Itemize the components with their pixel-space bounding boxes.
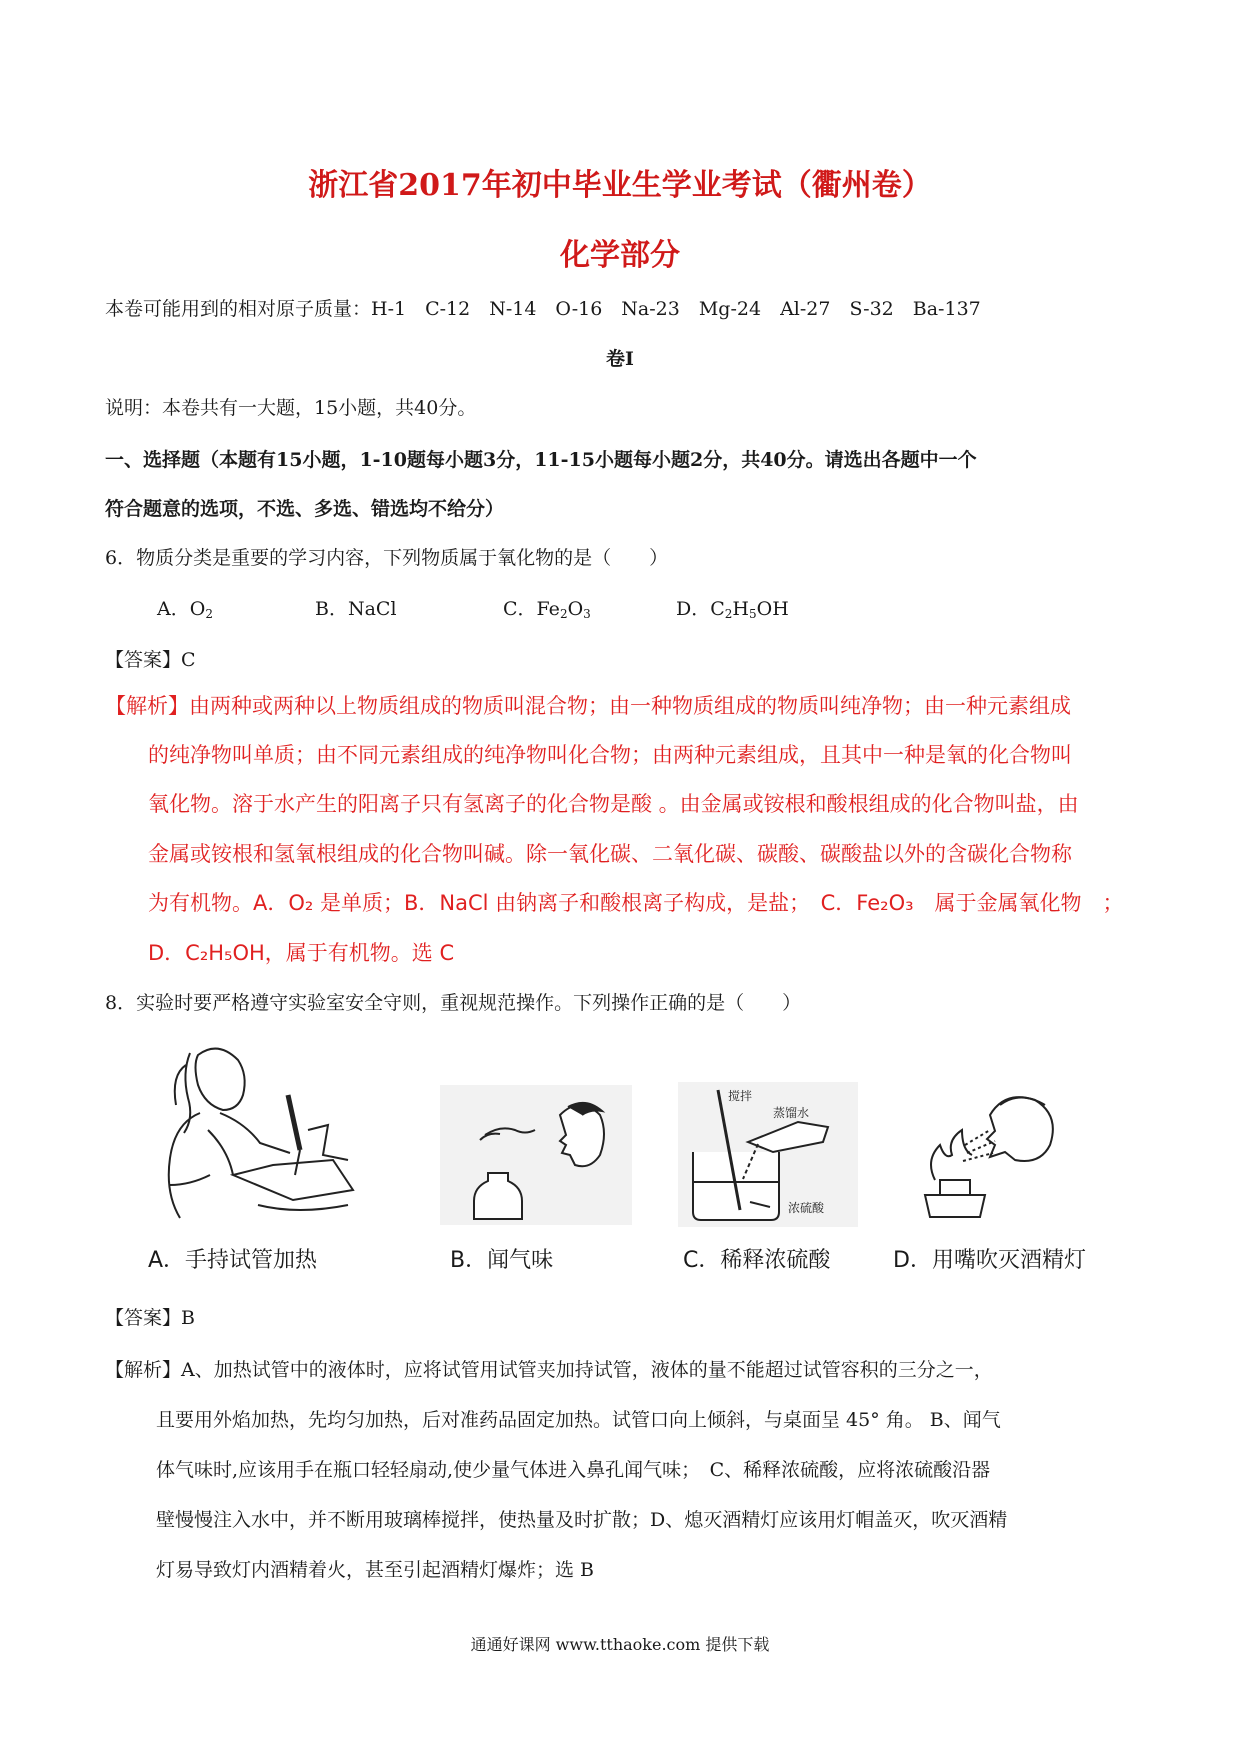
q6-analysis-line-5: 为有机物。A．O₂ 是单质；B．NaCl 由钠离子和酸根离子构成，是盐； C．Fe₂O₃ 属于金属氧化物 ； [148, 891, 1124, 915]
figure-a-heating-test-tube [138, 1035, 383, 1230]
q8-answer: 【答案】B [105, 1307, 195, 1329]
q8-analysis-line-2: 且要用外焰加热，先均匀加热，后对准药品固定加热。试管口向上倾斜，与桌面呈 45° 角。 B、闻气 [156, 1409, 1001, 1431]
figure-c-diluting-acid [678, 1082, 858, 1227]
q6-analysis-line-1: 【解析】由两种或两种以上物质组成的物质叫混合物；由一种物质组成的物质叫纯净物；由一种元素组成 [105, 694, 1071, 718]
fig-c-label-stir: 搅拌 [728, 1089, 753, 1103]
figure-c-caption: C．稀释浓硫酸 [683, 1248, 831, 1273]
figure-a-caption: A．手持试管加热 [148, 1248, 318, 1273]
page-footer: 通通好课网 www.tthaoke.com 提供下载 [470, 1635, 770, 1654]
q8-stem: 8．实验时要严格遵守实验室安全守则，重视规范操作。下列操作正确的是（ ） [105, 992, 802, 1014]
q6-option-c: C．$Fe_2O_3$ [503, 598, 591, 621]
page-subtitle: 化学部分 [560, 238, 680, 273]
section-label: 卷Ⅰ [606, 348, 634, 370]
q6-stem: 6．物质分类是重要的学习内容，下列物质属于氧化物的是（ ） [105, 547, 669, 569]
page-title: 浙江省2017年初中毕业生学业考试（衢州卷） [308, 168, 932, 203]
atomic-masses: 本卷可能用到的相对原子质量：H-1 C-12 N-14 O-16 Na-23 Mg-24 Al-27 S-32 Ba-137 [105, 298, 981, 320]
q6-analysis-line-4: 金属或铵根和氢氧根组成的化合物叫碱。除一氧化碳、二氧化碳、碳酸、碳酸盐以外的含碳化合物称 [148, 842, 1072, 866]
q6-analysis-line-3: 氧化物。溶于水产生的阳离子只有氢离子的化合物是酸 。由金属或铵根和酸根组成的化合物叫盐，由 [148, 792, 1079, 816]
q8-analysis-line-4: 壁慢慢注入水中，并不断用玻璃棒搅拌，使热量及时扩散；D、熄灭酒精灯应该用灯帽盖灭，吹灭酒精 [156, 1509, 1008, 1531]
q6-answer: 【答案】C [105, 649, 196, 671]
q8-analysis-line-3: 体气味时,应该用手在瓶口轻轻扇动,使少量气体进入鼻孔闻气味； C、稀释浓硫酸，应将浓硫酸沿器 [156, 1459, 991, 1481]
q8-analysis-line-1: 【解析】A、加热试管中的液体时，应将试管用试管夹加持试管，液体的量不能超过试管容积的三分之一， [105, 1359, 993, 1381]
fig-c-label-water: 蒸馏水 [773, 1106, 810, 1120]
figure-b-caption: B．闻气味 [450, 1248, 554, 1273]
section-heading-line-1: 一、选择题（本题有15小题，1-10题每小题3分，11-15小题每小题2分，共40分。请选出各题中一个 [105, 449, 977, 471]
q6-analysis-line-2: 的纯净物叫单质；由不同元素组成的纯净物叫化合物；由两种元素组成，且其中一种是氧的化合物叫 [148, 743, 1072, 767]
note: 说明：本卷共有一大题，15小题，共40分。 [105, 397, 477, 419]
q6-option-b: B．NaCl [315, 598, 397, 620]
q6-analysis-line-6: D．C₂H₅OH，属于有机物。选 C [148, 941, 455, 965]
q6-option-d: D．$C_2H_5OH$ [676, 598, 789, 621]
fig-c-label-acid: 浓硫酸 [788, 1201, 825, 1215]
section-heading-line-2: 符合题意的选项，不选、多选、错选均不给分） [105, 498, 505, 520]
q8-analysis-line-5: 灯易导致灯内酒精着火，甚至引起酒精灯爆炸；选 B [156, 1559, 595, 1581]
q6-option-a: A．$O_2$ [157, 598, 213, 621]
figure-b-smelling-gas [440, 1085, 632, 1225]
figure-d-blowing-lamp [905, 1085, 1080, 1225]
figure-d-caption: D．用嘴吹灭酒精灯 [893, 1248, 1086, 1273]
